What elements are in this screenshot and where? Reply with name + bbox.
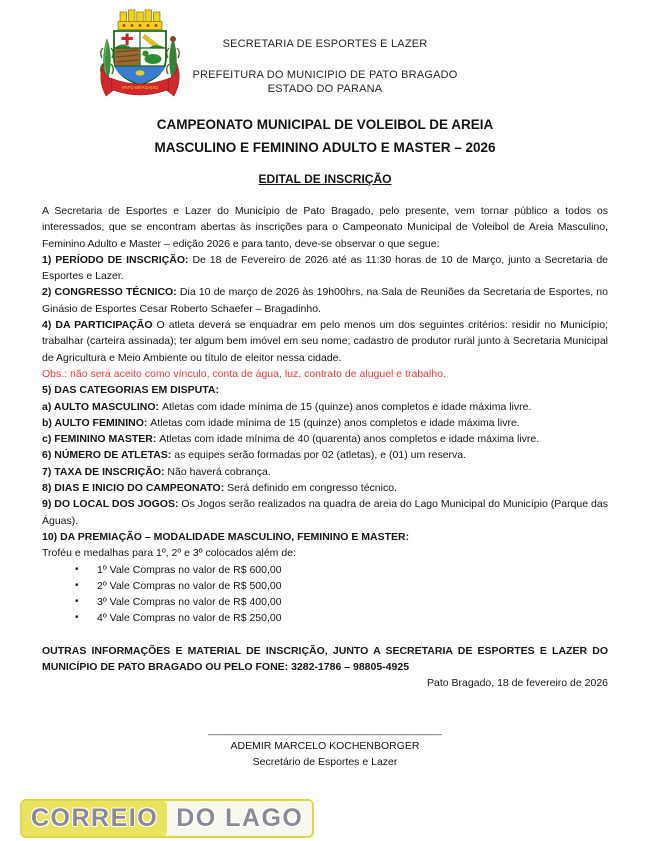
document-paragraph: 4) DA PARTICIPAÇÃO O atleta deverá se enquadrar em pelo menos um dos seguintes critérios: residir no Município; trabalhar (carteira assinada); ter algum bem imóvel em seu nome; cadastro de produtor rural junto à Secretaria Municipal de Agricultura e Meio Ambiente ou título de eleitor nessa cidade.	[42, 319, 608, 364]
org-name-prefeitura: PREFEITURA DO MUNICIPIO DE PATO BRAGADO	[192, 69, 458, 81]
bullet-icon: •	[75, 579, 79, 591]
prize-list-item	[42, 594, 608, 610]
date-line: Pato Bragado, 18 de fevereiro de 2026	[427, 677, 608, 690]
document-paragraph: c) FEMININO MASTER: Atletas com idade mínima de 40 (quarenta) anos completos e idade máxima livre.	[42, 433, 540, 446]
prize-list-item	[42, 578, 608, 594]
org-name-secretaria: SECRETARIA DE ESPORTES E LAZER	[222, 38, 428, 50]
document-paragraph: 7) TAXA DE INSCRIÇÃO: Não haverá cobrança.	[42, 465, 271, 478]
signature-rule: ________________________________________	[208, 723, 442, 736]
prize-text: 1º Vale Compras no valor de R$ 600,00	[97, 563, 282, 576]
document-paragraph: b) AULTO FEMININO: Atletas com idade mínima de 15 (quinze) anos completos e idade máxima livre.	[42, 416, 520, 429]
prize-text: 3º Vale Compras no valor de R$ 400,00	[97, 596, 282, 609]
bullet-icon: •	[75, 596, 79, 608]
bullet-icon: •	[75, 612, 79, 624]
watermark-dolago-label: DO LAGO	[167, 801, 312, 836]
document-paragraph: Troféu e medalhas para 1º, 2º e 3º colocados além de:	[42, 547, 296, 560]
prize-text: 2º Vale Compras no valor de R$ 500,00	[97, 579, 282, 592]
document-paragraph: a) AULTO MASCULINO: Atletas com idade mínima de 15 (quinze) anos completos e idade máxima livre.	[42, 400, 532, 413]
prize-text: 4º Vale Compras no valor de R$ 250,00	[97, 612, 282, 625]
correio-do-lago-watermark	[20, 799, 314, 838]
watermark-correio-label: CORREIO	[22, 801, 167, 836]
prize-list-item	[42, 610, 608, 626]
bullet-icon: •	[75, 563, 79, 575]
document-title-line2: MASCULINO E FEMININO ADULTO E MASTER – 2026	[154, 140, 496, 155]
document-paragraph: OUTRAS INFORMAÇÕES E MATERIAL DE INSCRIÇÃO, JUNTO A SECRETARIA DE ESPORTES E LAZER DO MUNICÍPIO DE PATO BRAGADO OU PELO FONE: 3282-1786 – 98805-4925	[42, 644, 608, 674]
document-subtitle: EDITAL DE INSCRIÇÃO	[258, 172, 392, 186]
document-paragraph: 5) DAS CATEGORIAS EM DISPUTA:	[42, 384, 219, 397]
document-paragraph: 9) DO LOCAL DOS JOGOS: Os Jogos serão realizados na quadra de areia do Lago Municipal do Município (Parque das Águas).	[42, 498, 608, 527]
document-body	[42, 203, 608, 770]
letterhead	[0, 37, 650, 96]
document-paragraph: 1) PERÍODO DE INSCRIÇÃO: De 18 de Fevereiro de 2026 até as 11:30 horas de 10 de Março, junto a Secretaria de Esportes e Lazer.	[42, 253, 608, 283]
document-paragraph: 8) DIAS E INICIO DO CAMPEONATO: Será definido em congresso técnico.	[42, 482, 397, 495]
document-title-line1: CAMPEONATO MUNICIPAL DE VOLEIBOL DE AREIA	[156, 117, 494, 132]
signatory-role: Secretário de Esportes e Lazer	[252, 755, 398, 768]
prize-list-item	[42, 562, 608, 578]
document-paragraph: 10) DA PREMIAÇÃO – MODALIDADE MASCULINO, FEMININO E MASTER:	[42, 530, 410, 543]
document-paragraph: A Secretaria de Esportes e Lazer do Município de Pato Bragado, pelo presente, vem tornar público a todos os interessados, que se encontram abertas às inscrições para o Campeonato Municipal de Voleibol de Areia Masculino, Feminino Adulto e Master – edição 2026 e para tanto, deve-se observar o que segue:	[42, 205, 608, 250]
document-paragraph: 2) CONGRESSO TÉCNICO: Dia 10 de março de 2026 às 19h00hrs, na Sala de Reuniões da Secretaria de Esportes, no Ginásio de Esportes Cesar Roberto Schaefer – Bragadinho.	[42, 286, 608, 315]
signatory-name: ADEMIR MARCELO KOCHENBORGER	[230, 739, 420, 752]
document-paragraph: 6) NÚMERO DE ATLETAS: as equipes serão formadas por 02 (atletas), e (01) um reserva.	[42, 449, 467, 462]
crest-ribbon-text: PATO BRAGADO	[122, 84, 158, 90]
document-paragraph: Obs.: não será aceito como vínculo, conta de água, luz, contrato de aluguel e trabalho.	[42, 367, 446, 380]
document-title	[0, 113, 650, 159]
org-name-estado: ESTADO DO PARANA	[267, 83, 383, 95]
signature-block	[42, 722, 608, 770]
